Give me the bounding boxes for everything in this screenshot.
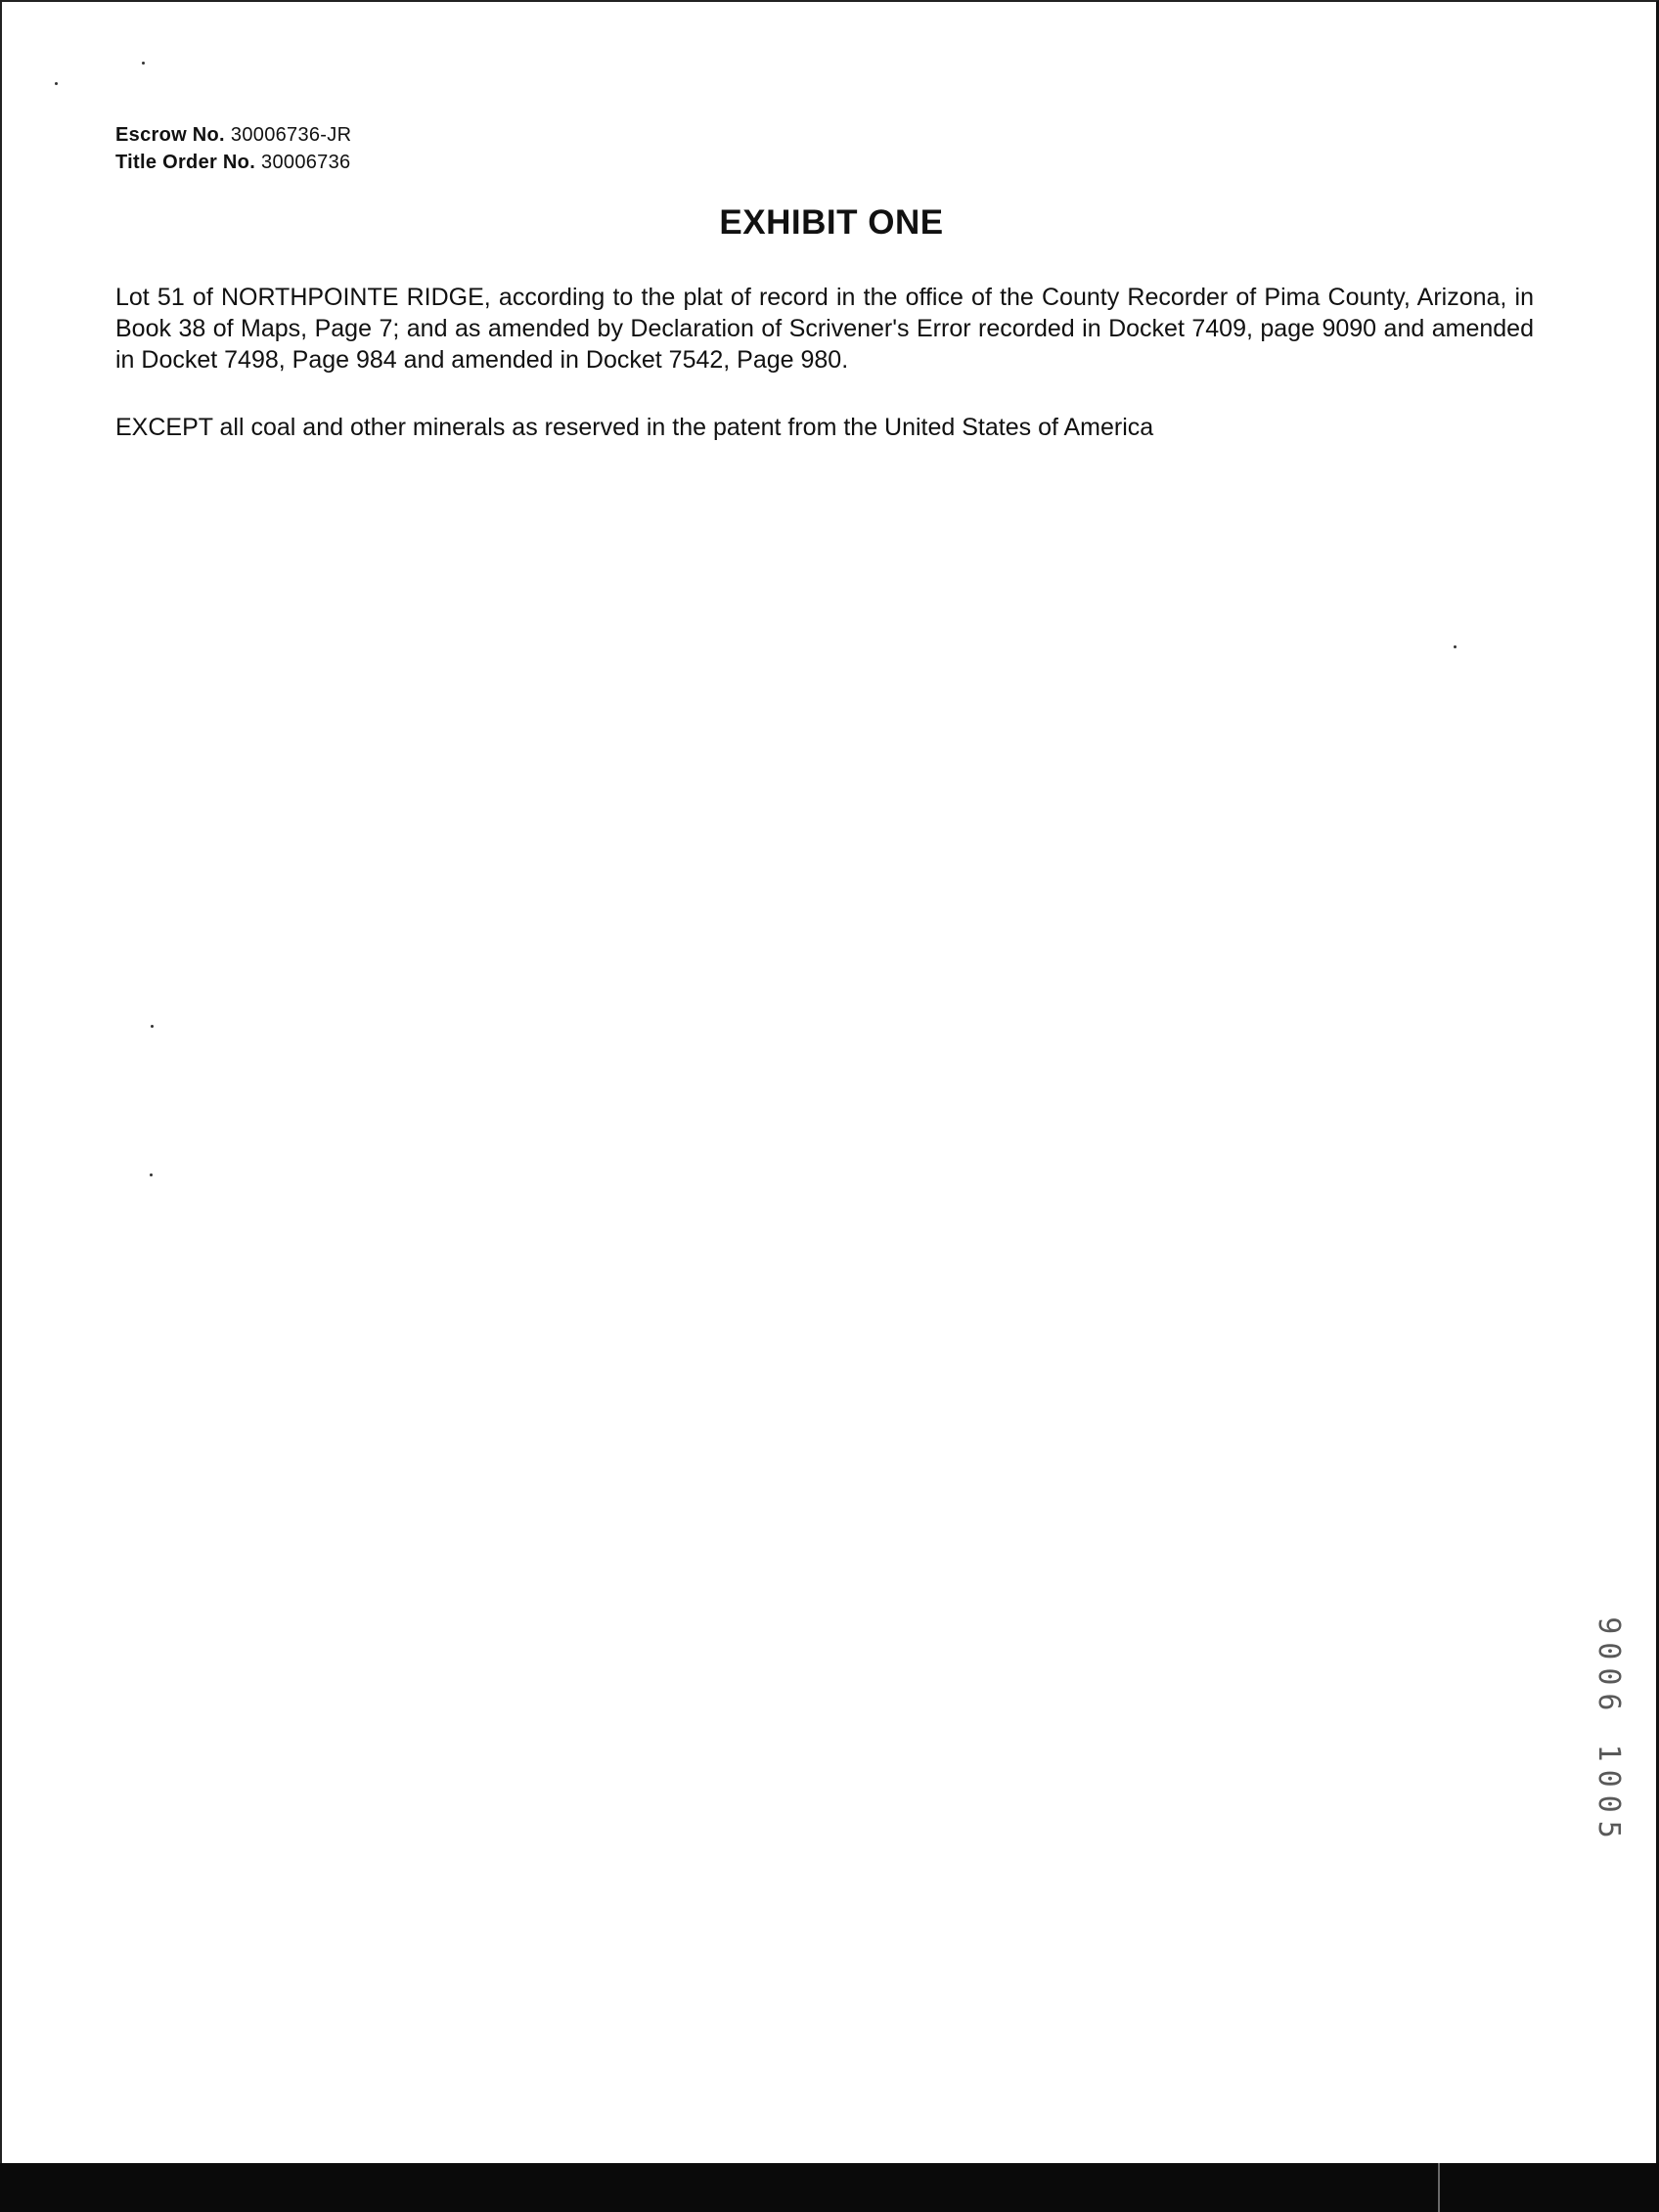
- title-order-label: Title Order No.: [115, 152, 256, 173]
- scan-speck: [1454, 645, 1457, 648]
- legal-description-paragraph: Lot 51 of NORTHPOINTE RIDGE, according to the plat of record in the office of the County Recorder of Pima County, Arizona, in Book 38 of Maps, Page 7; and as amended by Declaration of Scrivener's Error recorded in Docket 7409, page 9090 and amended in Docket 7498, Page 984 and amended in Docket 7542, Page 980.: [115, 284, 1534, 374]
- scan-speck: [142, 62, 145, 65]
- recording-stamp-text: 9006 1005: [1591, 1615, 1626, 1846]
- scan-speck: [150, 1173, 153, 1176]
- title-order-line: [115, 149, 351, 176]
- scan-speck: [151, 1025, 154, 1028]
- exhibit-title: EXHIBIT ONE: [719, 203, 944, 242]
- escrow-number: 30006736-JR: [230, 124, 352, 146]
- title-order-number: 30006736: [261, 152, 351, 173]
- scan-bottom-band: [0, 2163, 1659, 2212]
- scan-speck: [55, 82, 58, 85]
- escrow-label: Escrow No.: [115, 124, 225, 146]
- scan-band-divider: [1438, 2163, 1440, 2212]
- mineral-exception-paragraph: EXCEPT all coal and other minerals as reserved in the patent from the United States of America: [115, 414, 1154, 441]
- escrow-number-line: [115, 121, 351, 149]
- reference-numbers: [115, 121, 351, 176]
- recording-stamp: [1589, 1555, 1628, 1907]
